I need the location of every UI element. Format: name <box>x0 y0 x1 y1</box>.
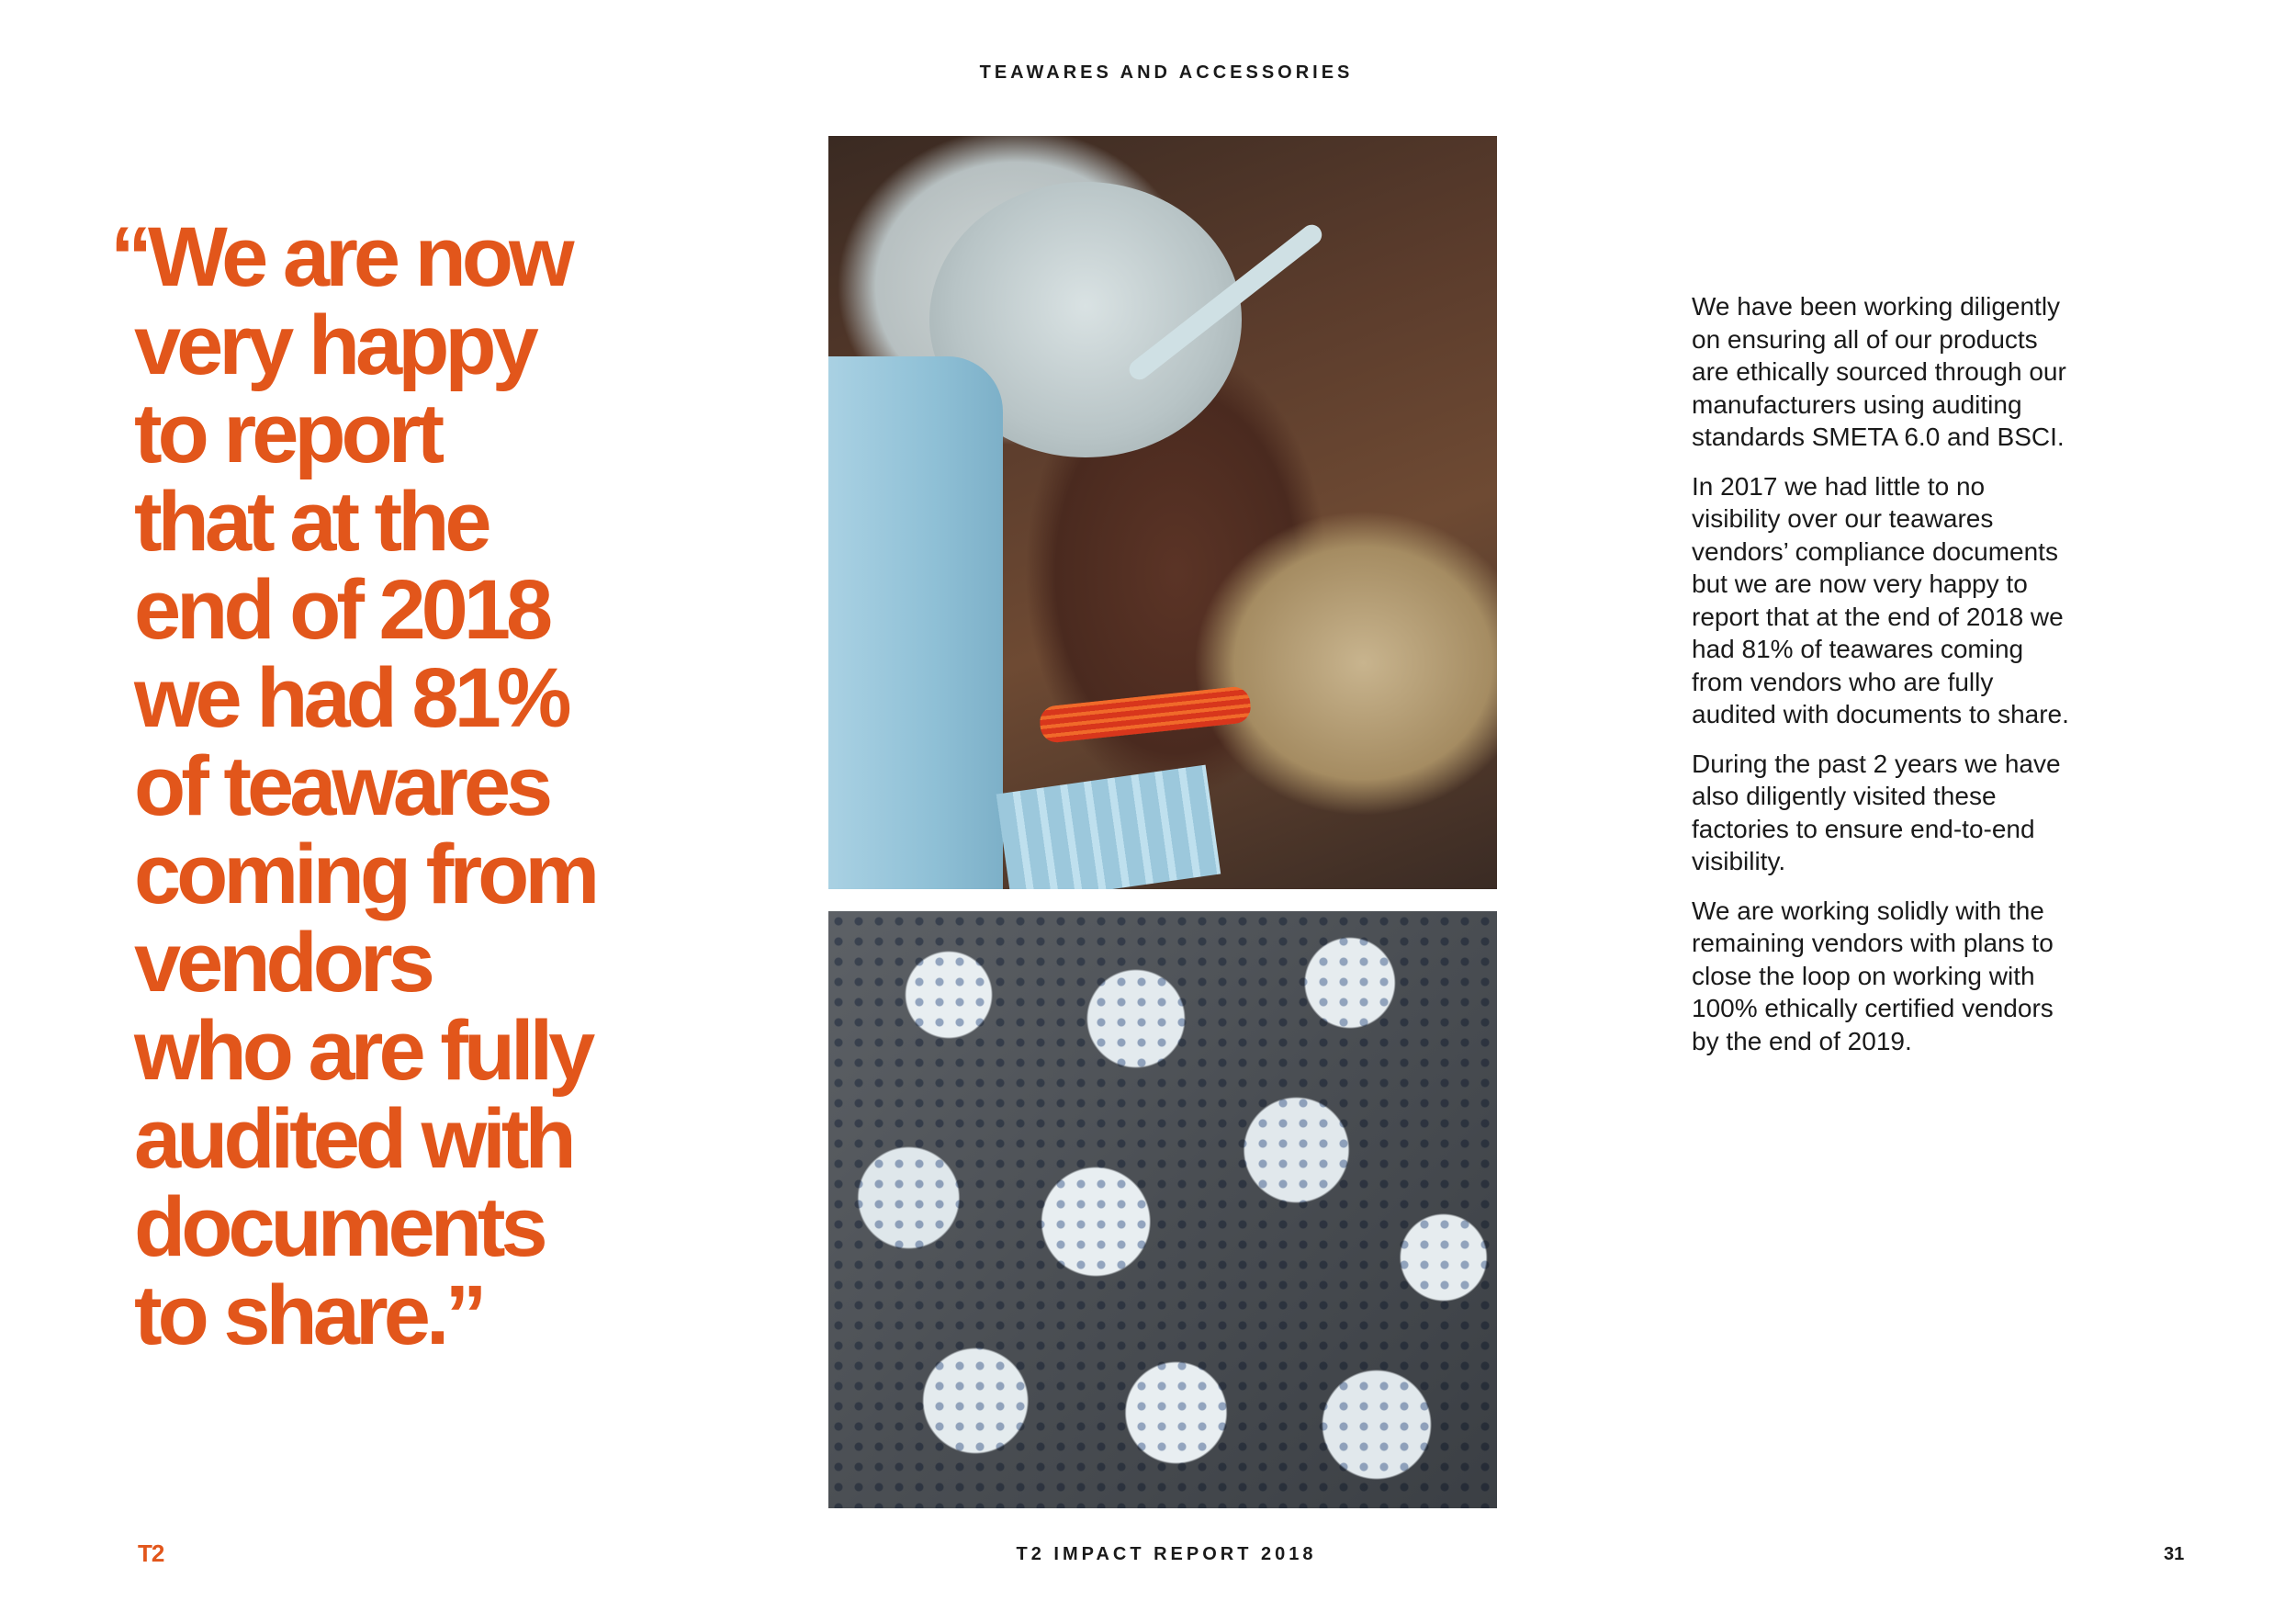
pull-quote-line: of teawares <box>134 739 549 833</box>
pull-quote-line: who are fully <box>134 1004 591 1098</box>
red-thread-bracelet <box>1039 685 1253 744</box>
page-number: 31 <box>2164 1544 2185 1564</box>
pull-quote-line: “We are now <box>110 210 570 304</box>
pull-quote-line: audited with <box>134 1092 572 1186</box>
body-paragraph: We are working solidly with the remaining vendors with plans to close the loop on working with 100% ethically certified vendors by the end of 2019. <box>1692 896 2054 1055</box>
body-paragraph: During the past 2 years we have also diligently visited these factories to ensure end-to-end visibility. <box>1692 749 2061 875</box>
body-paragraph: We have been working diligently on ensuring all of our products are ethically sourced through our manufacturers using auditing standards SMETA 6.0 and BSCI. <box>1692 292 2066 451</box>
pull-quote-line: vendors <box>134 916 431 1009</box>
report-title: T2 IMPACT REPORT 2018 <box>1016 1544 1317 1564</box>
pull-quote-line: coming from <box>134 828 596 921</box>
pull-quote-line: to report <box>134 387 441 480</box>
pull-quote-line: end of 2018 <box>134 563 549 657</box>
pull-quote-line: to share.” <box>134 1269 483 1362</box>
pull-quote-line: we had 81% <box>134 651 568 745</box>
pull-quote-line: very happy <box>134 299 535 392</box>
pull-quote-line: documents <box>134 1180 544 1274</box>
pull-quote <box>110 210 771 1362</box>
artisan-photo <box>828 136 1497 889</box>
sleeve <box>828 356 1003 889</box>
shirt-cuff <box>996 765 1221 889</box>
section-title: TEAWARES AND ACCESSORIES <box>979 62 1354 83</box>
body-paragraph: In 2017 we had little to no visibility over our teawares vendors’ compliance documents but we are now very happy to report that at the end of 2018 we had 81% of teawares coming from vendors who are fully audited with documents to share. <box>1692 471 2069 728</box>
teacups-photo <box>828 911 1497 1508</box>
polka-dot-pattern <box>828 911 1497 1508</box>
body-copy <box>1692 290 2077 1074</box>
t2-logo: T2 <box>138 1539 164 1567</box>
pull-quote-line: that at the <box>134 475 488 569</box>
